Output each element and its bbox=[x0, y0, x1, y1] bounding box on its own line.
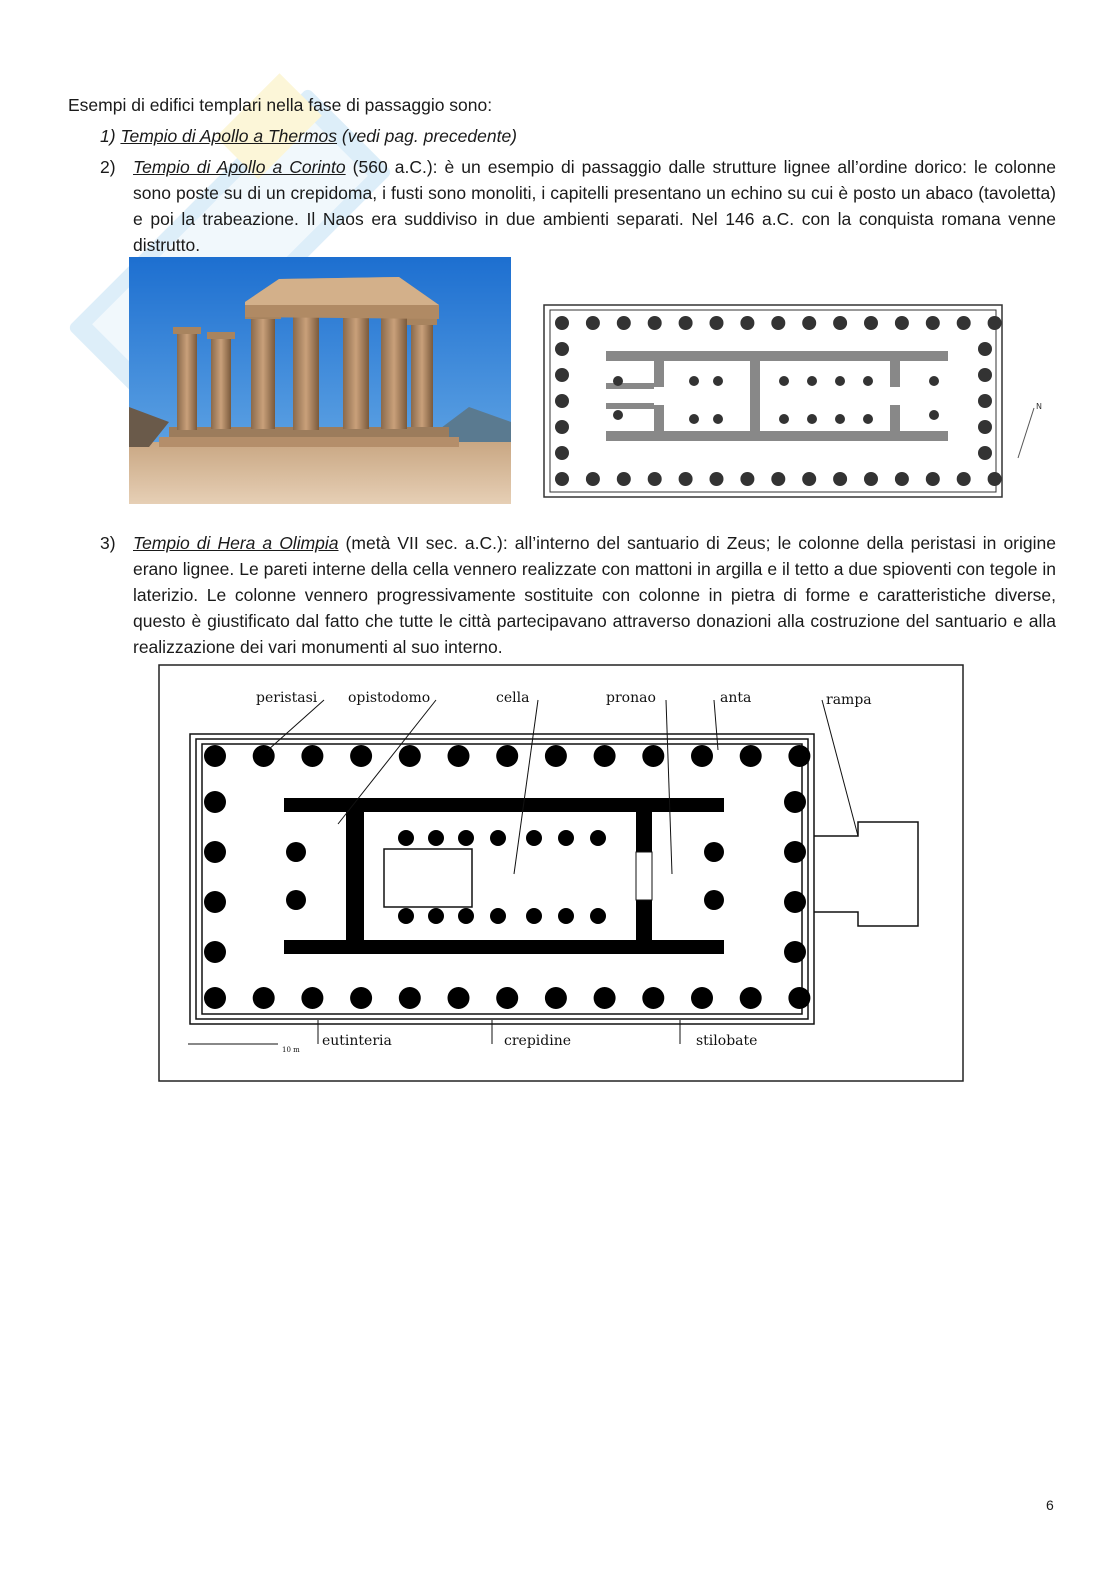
column bbox=[526, 908, 542, 924]
column bbox=[835, 376, 845, 386]
item-text: (560 a.C.): è un esempio di passaggio dalle strutture lignee all’ordine dorico: le colonne sono poste su di un crepidoma, i fusti sono monoliti, i capitelli presentano un echino su cui è posto un abaco (tavoletta) e poi la trabeazione. Il Naos era suddiviso in due ambienti separati. Nel 146 a.C. con la conquista romana venne distrutto. bbox=[133, 157, 1056, 255]
naos-wall bbox=[654, 405, 664, 431]
column bbox=[788, 745, 810, 767]
column bbox=[864, 472, 878, 486]
column bbox=[204, 841, 226, 863]
list-number: 1) bbox=[100, 126, 116, 146]
north-label: N bbox=[1036, 402, 1042, 411]
label-anta: anta bbox=[720, 690, 752, 706]
column bbox=[301, 987, 323, 1009]
link-tempio-thermos[interactable]: Tempio di Apollo a Thermos bbox=[120, 126, 338, 146]
column bbox=[496, 987, 518, 1009]
naos-wall bbox=[606, 351, 948, 361]
column bbox=[895, 316, 909, 330]
column bbox=[555, 420, 569, 434]
link-tempio-corinto[interactable]: Tempio di Apollo a Corinto bbox=[133, 157, 346, 177]
label-pronao: pronao bbox=[606, 690, 656, 706]
column bbox=[301, 745, 323, 767]
column bbox=[448, 987, 470, 1009]
column bbox=[558, 830, 574, 846]
column bbox=[490, 830, 506, 846]
column bbox=[648, 472, 662, 486]
column bbox=[642, 745, 664, 767]
column bbox=[458, 830, 474, 846]
column bbox=[802, 472, 816, 486]
naos-wall bbox=[606, 383, 654, 389]
column bbox=[740, 987, 762, 1009]
link-tempio-hera[interactable]: Tempio di Hera a Olimpia bbox=[133, 533, 339, 553]
plan-outer-edge bbox=[544, 305, 1002, 497]
column bbox=[740, 472, 754, 486]
column bbox=[350, 987, 372, 1009]
column bbox=[590, 908, 606, 924]
column bbox=[555, 394, 569, 408]
column bbox=[978, 446, 992, 460]
column bbox=[863, 376, 873, 386]
column bbox=[978, 394, 992, 408]
column bbox=[286, 842, 306, 862]
label-eutinteria: eutinteria bbox=[322, 1033, 392, 1049]
temple-photo bbox=[129, 257, 511, 504]
column bbox=[771, 472, 785, 486]
column bbox=[648, 316, 662, 330]
column bbox=[399, 745, 421, 767]
column bbox=[740, 316, 754, 330]
column bbox=[398, 830, 414, 846]
column bbox=[957, 316, 971, 330]
column bbox=[253, 987, 275, 1009]
naos-wall bbox=[606, 403, 654, 409]
column bbox=[555, 368, 569, 382]
column bbox=[448, 745, 470, 767]
column bbox=[807, 376, 817, 386]
naos-wall bbox=[654, 361, 664, 387]
plan-tempio-corinto bbox=[528, 293, 1058, 503]
label-stilobate: stilobate bbox=[696, 1033, 758, 1049]
list-item-1 bbox=[100, 123, 517, 149]
column bbox=[779, 414, 789, 424]
column bbox=[555, 472, 569, 486]
column bbox=[286, 890, 306, 910]
column bbox=[929, 376, 939, 386]
column bbox=[929, 410, 939, 420]
column bbox=[594, 745, 616, 767]
column bbox=[679, 316, 693, 330]
column bbox=[926, 472, 940, 486]
label-peristasi: peristasi bbox=[256, 690, 318, 706]
naos-wall bbox=[890, 405, 900, 431]
column bbox=[617, 472, 631, 486]
column bbox=[833, 316, 847, 330]
column bbox=[594, 987, 616, 1009]
item-text: (metà VII sec. a.C.): all’interno del santuario di Zeus; le colonne della peristasi in origine erano lignee. Le pareti interne della cella vennero realizzate con mattoni in argilla e il tetto a due spioventi con tegole in laterizio. Le colonne vennero progressivamente sostituite con colonne in pietra di forme e caratteristiche diverse, questo è giustificato dal fatto che tutte le città partecipavano attraverso donazioni alla costruzione del santuario e alla realizzazione dei vari monumenti al suo interno. bbox=[133, 533, 1056, 657]
column bbox=[784, 791, 806, 813]
north-arrow bbox=[1018, 408, 1034, 458]
column bbox=[558, 908, 574, 924]
column bbox=[779, 376, 789, 386]
column bbox=[833, 472, 847, 486]
column bbox=[458, 908, 474, 924]
column bbox=[691, 987, 713, 1009]
column bbox=[710, 472, 724, 486]
label-scale: 10 m bbox=[282, 1046, 300, 1054]
column bbox=[204, 987, 226, 1009]
column bbox=[784, 891, 806, 913]
column bbox=[204, 941, 226, 963]
list-number: 2) bbox=[100, 157, 116, 177]
column bbox=[586, 316, 600, 330]
plan-tempio-hera bbox=[158, 664, 964, 1082]
column bbox=[428, 908, 444, 924]
column bbox=[978, 342, 992, 356]
column bbox=[555, 316, 569, 330]
column bbox=[691, 745, 713, 767]
column bbox=[399, 987, 421, 1009]
column bbox=[957, 472, 971, 486]
column bbox=[398, 908, 414, 924]
column bbox=[784, 841, 806, 863]
column bbox=[613, 376, 623, 386]
column bbox=[689, 414, 699, 424]
column bbox=[895, 472, 909, 486]
column bbox=[586, 472, 600, 486]
column bbox=[802, 316, 816, 330]
label-crepidine: crepidine bbox=[504, 1033, 571, 1049]
column bbox=[988, 472, 1002, 486]
column bbox=[863, 414, 873, 424]
column bbox=[988, 316, 1002, 330]
column bbox=[204, 745, 226, 767]
column bbox=[713, 414, 723, 424]
column bbox=[526, 830, 542, 846]
list-item-2 bbox=[100, 154, 1056, 258]
column bbox=[204, 891, 226, 913]
column bbox=[710, 316, 724, 330]
column bbox=[590, 830, 606, 846]
plan-stylobate bbox=[550, 310, 996, 492]
column bbox=[617, 316, 631, 330]
column bbox=[679, 472, 693, 486]
column bbox=[545, 987, 567, 1009]
column bbox=[788, 987, 810, 1009]
column bbox=[864, 316, 878, 330]
column bbox=[704, 842, 724, 862]
column bbox=[689, 376, 699, 386]
column bbox=[496, 745, 518, 767]
naos-wall bbox=[750, 361, 760, 431]
column bbox=[784, 941, 806, 963]
column bbox=[713, 376, 723, 386]
naos-wall bbox=[606, 431, 948, 441]
column bbox=[613, 410, 623, 420]
intro-paragraph: Esempi di edifici templari nella fase di passaggio sono: bbox=[68, 95, 493, 115]
label-cella: cella bbox=[496, 690, 530, 706]
label-opistodomo: opistodomo bbox=[348, 690, 431, 706]
column bbox=[555, 342, 569, 356]
page-number: 6 bbox=[1046, 1497, 1054, 1513]
column bbox=[350, 745, 372, 767]
column bbox=[555, 446, 569, 460]
column bbox=[253, 745, 275, 767]
column bbox=[490, 908, 506, 924]
list-number: 3) bbox=[100, 533, 116, 553]
label-rampa: rampa bbox=[826, 692, 872, 708]
column bbox=[835, 414, 845, 424]
column bbox=[771, 316, 785, 330]
column bbox=[978, 420, 992, 434]
item-note: (vedi pag. precedente) bbox=[337, 126, 518, 146]
column bbox=[642, 987, 664, 1009]
column bbox=[704, 890, 724, 910]
column bbox=[545, 745, 567, 767]
naos-wall bbox=[890, 361, 900, 387]
column bbox=[428, 830, 444, 846]
column bbox=[978, 368, 992, 382]
list-item-3 bbox=[100, 530, 1056, 660]
column bbox=[740, 745, 762, 767]
column bbox=[926, 316, 940, 330]
column bbox=[204, 791, 226, 813]
column bbox=[807, 414, 817, 424]
